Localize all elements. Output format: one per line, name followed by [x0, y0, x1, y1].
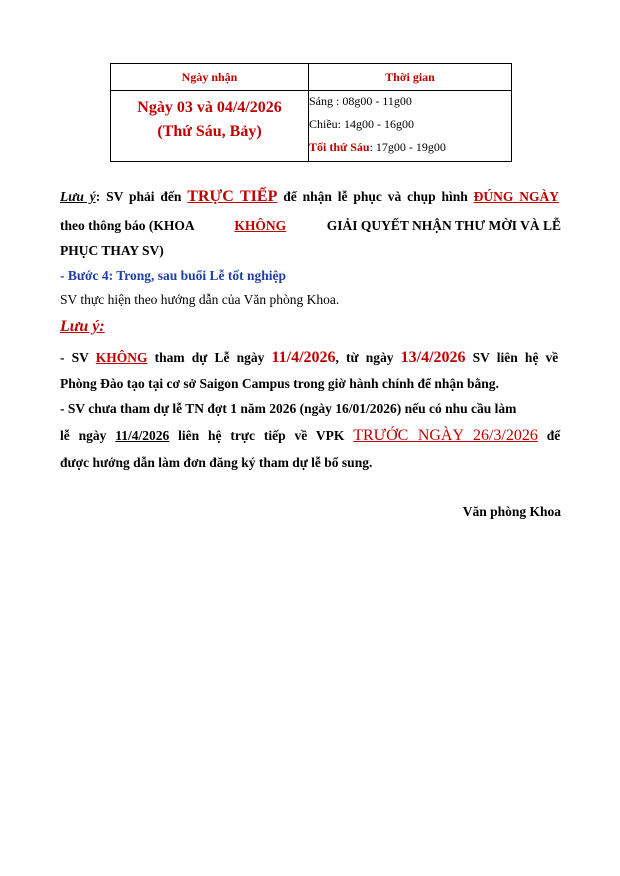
note2-p1-line2: Phòng Đào tạo tại cơ sở Saigon Campus trong giờ hành chính để nhận bằng.	[60, 376, 499, 391]
note2-p1-b: tham dự Lễ ngày	[147, 350, 272, 365]
evening-label: Tối thứ Sáu	[309, 140, 370, 154]
note1-line2-a: theo thông báo (KHOA	[60, 218, 198, 233]
note2-p1-a: - SV	[60, 350, 96, 365]
note2-p2-emphasis: TRƯỚC NGÀY 26/3/2026	[353, 427, 538, 444]
note1-line2	[60, 218, 561, 234]
header-time: Thời gian	[309, 64, 512, 91]
table-row	[111, 91, 512, 162]
schedule-table	[110, 63, 512, 162]
note2-p1-line1	[60, 349, 561, 367]
note1-line2-b: GIẢI QUYẾT NHẬN THƯ MỜI VÀ LỄ	[323, 218, 561, 233]
note2-p1-date1: 11/4/2026	[271, 349, 336, 366]
note2-p1-date2: 13/4/2026	[400, 349, 466, 366]
note2-p1-d: SV liên hệ về	[465, 350, 559, 365]
note2-p2-line1: - SV chưa tham dự lễ TN đợt 1 năm 2026 (ngày 16/01/2026) nếu có nhu cầu làm	[60, 401, 517, 416]
evening-slot	[309, 137, 511, 160]
note2-p2-a: lễ ngày	[60, 428, 116, 443]
signature: Văn phòng Khoa	[462, 504, 561, 519]
evening-time: : 17g00 - 19g00	[369, 140, 446, 154]
note2-p2-b: liên hệ trực tiếp về VPK	[169, 428, 354, 443]
header-date: Ngày nhận	[111, 64, 309, 91]
note1-emphasis-direct: TRỰC TIẾP	[187, 188, 278, 205]
date-range: Ngày 03 và 04/4/2026	[137, 99, 282, 116]
date-cell	[111, 91, 309, 162]
note2-p1-c: , từ ngày	[335, 350, 401, 365]
note1-line3: PHỤC THAY SV)	[60, 243, 164, 258]
note1-line2-emphasis: KHÔNG	[234, 218, 287, 233]
table-header-row	[111, 64, 512, 91]
note1-label: Lưu ý	[60, 189, 96, 204]
note2-label: Lưu ý:	[60, 318, 105, 335]
note1-colon: :	[95, 189, 101, 204]
morning-slot: Sáng : 08g00 - 11g00	[309, 94, 412, 108]
note1-line1	[60, 188, 561, 206]
note2-p2-c: để	[537, 428, 561, 443]
note1-emphasis-day: ĐÚNG NGÀY	[473, 189, 560, 204]
note2-p2-date: 11/4/2026	[115, 428, 170, 443]
date-weekdays: (Thứ Sáu, Bảy)	[157, 123, 262, 140]
note1-text1: SV phải đến	[100, 189, 188, 204]
time-cell	[309, 91, 512, 162]
note2-p2-line3: được hướng dẫn làm đơn đăng ký tham dự lễ bổ sung.	[60, 455, 373, 470]
step4-heading: - Bước 4: Trong, sau buổi Lễ tốt nghiệp	[60, 268, 286, 283]
note2-p2-line2	[60, 427, 561, 445]
note2-p1-emphasis: KHÔNG	[95, 350, 148, 365]
note1-text2: để nhận lễ phục và chụp hình	[277, 189, 474, 204]
afternoon-slot: Chiều: 14g00 - 16g00	[309, 117, 414, 131]
step4-text: SV thực hiện theo hướng dẫn của Văn phòng Khoa.	[60, 292, 340, 307]
